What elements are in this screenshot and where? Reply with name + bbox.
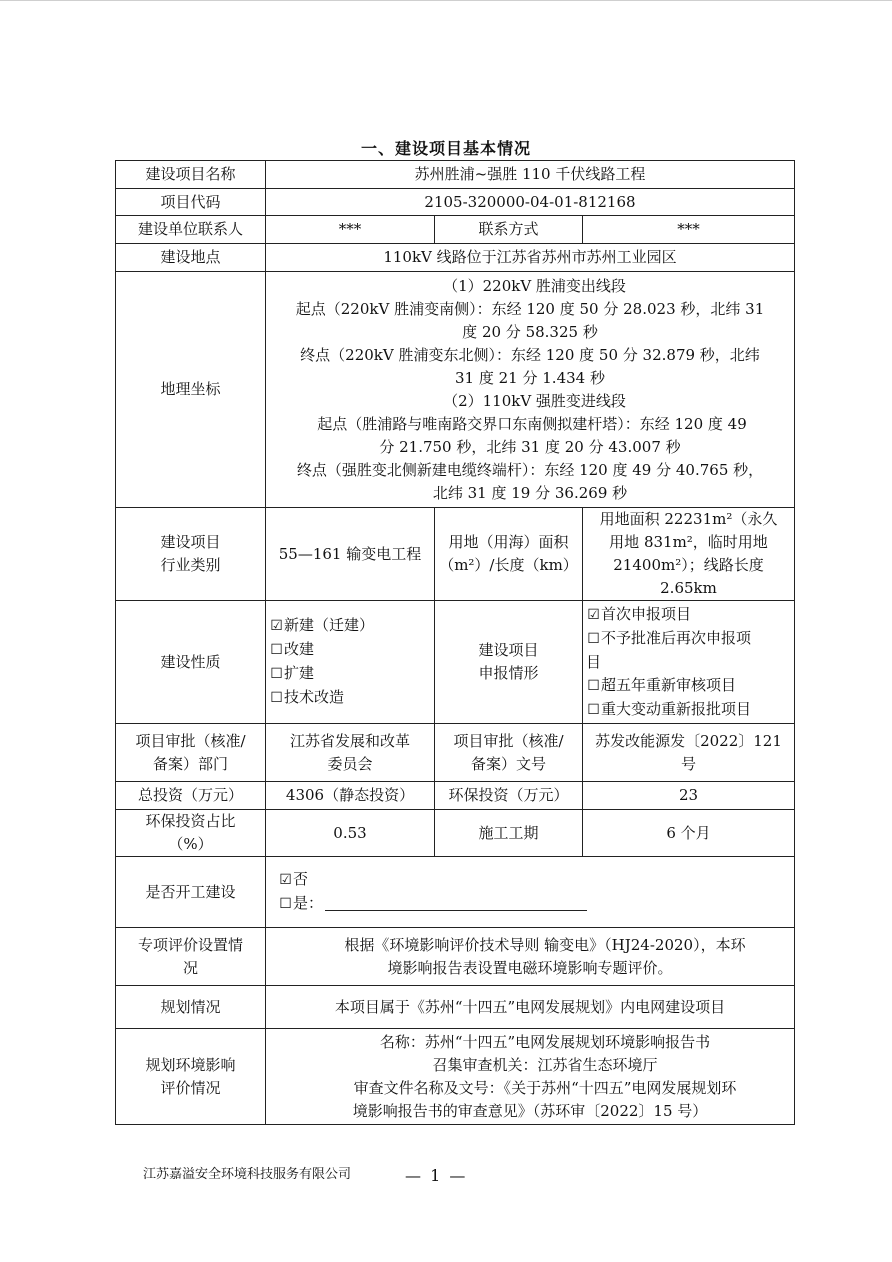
- label-line: （%）: [168, 835, 213, 853]
- label-line: 申报情形: [478, 664, 539, 682]
- label-line: 建设项目: [478, 641, 539, 659]
- option-label: 超五年重新审核项目: [601, 675, 737, 694]
- paragraph-line: 境影响报告表设置电磁环境影响专题评价。: [387, 958, 673, 977]
- nature-option[interactable]: [269, 686, 431, 710]
- option-label: 是：: [293, 894, 324, 912]
- coord-line: （2）110kV 强胜变进线段: [443, 391, 626, 410]
- value-line: 21400m²）；线路长度: [613, 556, 764, 574]
- label-construction-period: 施工工期: [435, 810, 583, 857]
- label-contact: 建设单位联系人: [116, 216, 266, 244]
- label-line: 规划环境影响: [145, 1055, 236, 1074]
- checkbox-icon[interactable]: ☐: [587, 677, 600, 694]
- label-land-area: [435, 508, 583, 601]
- value-location: 110kV 线路位于江苏省苏州市苏州工业园区: [266, 244, 795, 272]
- nature-option[interactable]: [269, 638, 431, 662]
- value-project-code: 2105-320000-04-01-812168: [266, 189, 795, 216]
- coord-line: 度 20 分 58.325 秒: [462, 322, 598, 341]
- label-special-evaluation: [116, 928, 266, 986]
- checkbox-icon[interactable]: ☐: [270, 642, 283, 658]
- coord-line: 北纬 31 度 19 分 36.269 秒: [432, 483, 628, 502]
- option-label: 新建（迁建）: [284, 616, 375, 634]
- label-line: 用地（用海）面积: [448, 533, 569, 551]
- value-approval-doc: [583, 724, 795, 782]
- coord-line: 起点（220kV 胜浦变南侧）：东经 120 度 50 分 28.023 秒，北纬 31: [295, 299, 765, 318]
- row-coordinates: [116, 272, 795, 508]
- label-env-ratio: [116, 810, 266, 857]
- coord-line: （1）220kV 胜浦变出线段: [443, 276, 626, 295]
- checkbox-icon[interactable]: ☐: [587, 630, 600, 647]
- nature-option[interactable]: [269, 662, 431, 686]
- value-construction-period: 6 个月: [583, 810, 795, 857]
- nature-option[interactable]: [269, 614, 431, 638]
- label-line: 项目审批（核准/: [135, 731, 246, 750]
- label-project-name: 建设项目名称: [116, 161, 266, 189]
- value-category: 55—161 输变电工程: [266, 508, 435, 601]
- option-label: 首次申报项目: [601, 604, 692, 623]
- paragraph-line: 召集审查机关：江苏省生态环境厅: [432, 1055, 658, 1074]
- row-investment: [116, 782, 795, 810]
- report-option[interactable]: [586, 674, 791, 698]
- row-nature: [116, 601, 795, 724]
- label-contact-method: 联系方式: [435, 216, 583, 244]
- blank-fill-line[interactable]: [325, 894, 587, 911]
- label-line: 项目审批（核准/: [453, 731, 564, 750]
- row-started: [116, 857, 795, 928]
- paragraph-line: 根据《环境影响评价技术导则 输变电》（HJ24-2020），本环: [344, 935, 746, 954]
- report-option-continuation: 目: [586, 652, 602, 671]
- value-special-evaluation: [266, 928, 795, 986]
- value-line: 2.65km: [660, 579, 717, 597]
- option-label: 扩建: [284, 664, 315, 682]
- option-label: 技术改造: [284, 688, 345, 706]
- value-planning-env: [266, 1029, 795, 1125]
- value-line: 委员会: [327, 754, 373, 773]
- label-env-investment: 环保投资（万元）: [435, 782, 583, 810]
- option-label: 重大变动重新报批项目: [601, 699, 752, 718]
- row-ratio: [116, 810, 795, 857]
- label-line: 备案）文号: [470, 754, 546, 773]
- value-env-ratio: 0.53: [266, 810, 435, 857]
- row-special-evaluation: [116, 928, 795, 986]
- value-contact-method: ***: [583, 216, 795, 244]
- label-started: 是否开工建设: [116, 857, 266, 928]
- label-category: [116, 508, 266, 601]
- value-started: [266, 857, 795, 928]
- row-category: [116, 508, 795, 601]
- checkbox-icon[interactable]: ☐: [270, 690, 283, 706]
- value-planning: 本项目属于《苏州“十四五”电网发展规划》内电网建设项目: [266, 986, 795, 1029]
- label-project-code: 项目代码: [116, 189, 266, 216]
- checkbox-icon[interactable]: ☐: [279, 896, 292, 912]
- row-planning-env: [116, 1029, 795, 1125]
- coord-line: 分 21.750 秒，北纬 31 度 20 分 43.007 秒: [379, 437, 681, 456]
- option-label: 不予批准后再次申报项: [601, 628, 752, 647]
- value-project-name: 苏州胜浦~强胜 110 千伏线路工程: [266, 161, 795, 189]
- checkbox-checked-icon[interactable]: ☑: [587, 606, 600, 623]
- report-option[interactable]: [586, 698, 791, 722]
- nature-options: [266, 601, 435, 724]
- value-approval-dept: [266, 724, 435, 782]
- label-report-situation: [435, 601, 583, 724]
- row-approval: [116, 724, 795, 782]
- label-line: 专项评价设置情: [137, 935, 243, 954]
- project-info-table: [115, 160, 795, 1125]
- paragraph-line: 境影响报告书的审查意见》（苏环审〔2022〕15 号）: [352, 1101, 708, 1120]
- checkbox-checked-icon[interactable]: ☑: [279, 872, 292, 888]
- row-project-code: [116, 189, 795, 216]
- started-option-yes[interactable]: [278, 892, 791, 916]
- report-options: [583, 601, 795, 724]
- label-line: （m²）/长度（km）: [439, 556, 578, 574]
- label-line: 环保投资占比: [145, 812, 236, 830]
- report-option[interactable]: [586, 603, 791, 627]
- paragraph-line: 审查文件名称及文号：《关于苏州“十四五”电网发展规划环: [353, 1078, 737, 1097]
- checkbox-icon[interactable]: ☐: [587, 701, 600, 718]
- page-title: 一、建设项目基本情况: [360, 139, 531, 158]
- label-line: 备案）部门: [152, 754, 228, 773]
- row-planning: [116, 986, 795, 1029]
- label-coordinates: 地理坐标: [116, 272, 266, 508]
- row-contact: [116, 216, 795, 244]
- value-line: 号: [680, 754, 696, 773]
- footer-company: 江苏嘉溢安全环境科技服务有限公司: [143, 1167, 352, 1182]
- label-planning-env: [116, 1029, 266, 1125]
- label-location: 建设地点: [116, 244, 266, 272]
- value-total-investment: 4306（静态投资）: [266, 782, 435, 810]
- label-total-investment: 总投资（万元）: [116, 782, 266, 810]
- checkbox-checked-icon[interactable]: ☑: [270, 618, 283, 634]
- coord-line: 终点（强胜变北侧新建电缆终端杆）：东经 120 度 49 分 40.765 秒，: [296, 460, 764, 479]
- started-option-no[interactable]: [278, 868, 791, 892]
- value-line: 用地 831m²，临时用地: [609, 533, 768, 551]
- label-line: 行业类别: [160, 556, 221, 574]
- row-project-name: [116, 161, 795, 189]
- option-label: 否: [293, 870, 309, 888]
- label-planning: 规划情况: [116, 986, 266, 1029]
- value-coordinates: [266, 272, 795, 508]
- value-env-investment: 23: [583, 782, 795, 810]
- checkbox-icon[interactable]: ☐: [270, 666, 283, 682]
- coord-line: 起点（胜浦路与唯南路交界口东南侧拟建杆塔）：东经 120 度 49: [317, 414, 747, 433]
- value-line: 江苏省发展和改革: [289, 731, 410, 750]
- option-label: 改建: [284, 640, 315, 658]
- value-land-area: [583, 508, 795, 601]
- page-number: — 1 —: [405, 1166, 468, 1185]
- top-border-line: [0, 0, 892, 1]
- row-location: [116, 244, 795, 272]
- label-line: 评价情况: [160, 1078, 221, 1097]
- paragraph-line: 名称：苏州“十四五”电网发展规划环境影响报告书: [379, 1032, 711, 1051]
- label-line: 建设项目: [160, 533, 221, 551]
- value-contact: ***: [266, 216, 435, 244]
- coord-line: 终点（220kV 胜浦变东北侧）：东经 120 度 50 分 32.879 秒，北纬: [300, 345, 760, 364]
- value-line: 用地面积 22231m²（永久: [599, 510, 778, 528]
- label-approval-dept: [116, 724, 266, 782]
- label-line: 况: [182, 958, 198, 977]
- coord-line: 31 度 21 分 1.434 秒: [455, 368, 605, 387]
- value-line: 苏发改能源发〔2022〕121: [595, 731, 782, 750]
- label-nature: 建设性质: [116, 601, 266, 724]
- label-approval-doc: [435, 724, 583, 782]
- report-option[interactable]: [586, 627, 791, 651]
